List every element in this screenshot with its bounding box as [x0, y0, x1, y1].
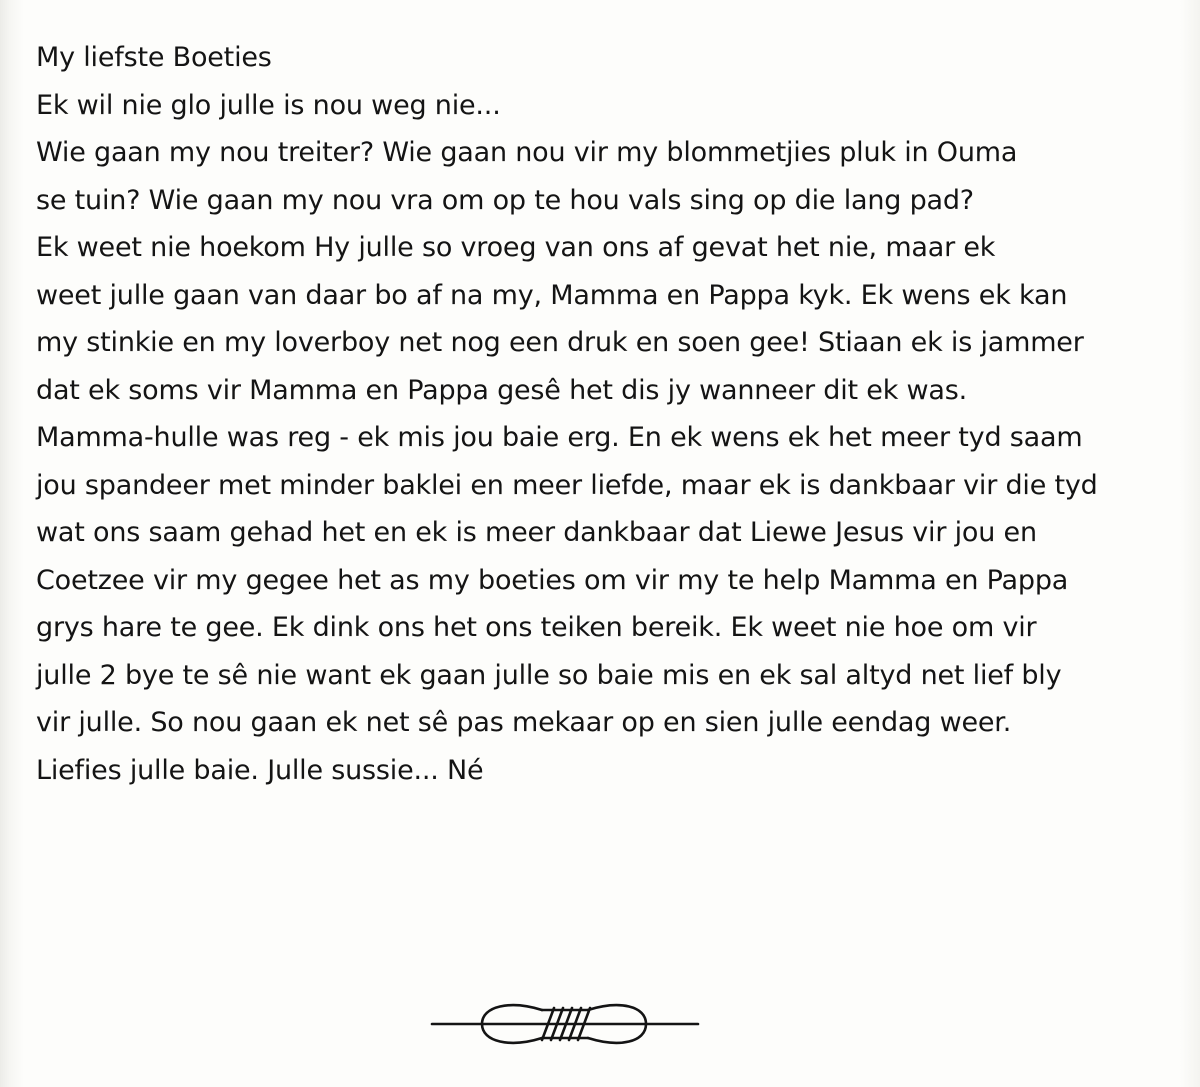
letter-line: Ek weet nie hoekom Hy julle so vroeg van ons af gevat het nie, maar ek	[36, 232, 996, 263]
letter-line: wat ons saam gehad het en ek is meer dankbaar dat Liewe Jesus vir jou en	[36, 517, 1037, 548]
letter-line: grys hare te gee. Ek dink ons het ons teiken bereik. Ek weet nie hoe om vir	[36, 612, 1037, 643]
letter-signoff: Liefies julle baie. Julle sussie... Né	[36, 754, 484, 786]
letter-line: se tuin? Wie gaan my nou vra om op te hou vals sing op die lang pad?	[36, 184, 974, 216]
letter-line: jou spandeer met minder baklei en meer liefde, maar ek is dankbaar vir die tyd	[36, 469, 1098, 501]
letter-body	[36, 34, 1176, 794]
letter-line: Ek wil nie glo julle is nou weg nie...	[36, 89, 501, 121]
letter-line: Mamma-hulle was reg - ek mis jou baie erg. En ek wens ek het meer tyd saam	[36, 422, 1083, 453]
letter-line: Coetzee vir my gegee het as my boeties om vir my te help Mamma en Pappa	[36, 564, 1069, 596]
letter-salutation: My liefste Boeties	[36, 42, 272, 73]
letter-line: julle 2 bye te sê nie want ek gaan julle so baie mis en ek sal altyd net lief bly	[36, 659, 1062, 691]
letter-line: dat ek soms vir Mamma en Pappa gesê het dis jy wanneer dit ek was.	[36, 374, 968, 406]
letter-line: Wie gaan my nou treiter? Wie gaan nou vir my blommetjies pluk in Ouma	[36, 137, 1018, 168]
flourish-divider-icon	[430, 990, 700, 1060]
letter-line: vir julle. So nou gaan ek net sê pas mekaar op en sien julle eendag weer.	[36, 707, 1012, 738]
letter-line: weet julle gaan van daar bo af na my, Mamma en Pappa kyk. Ek wens ek kan	[36, 279, 1068, 311]
letter-line: my stinkie en my loverboy net nog een druk en soen gee! Stiaan ek is jammer	[36, 327, 1084, 358]
